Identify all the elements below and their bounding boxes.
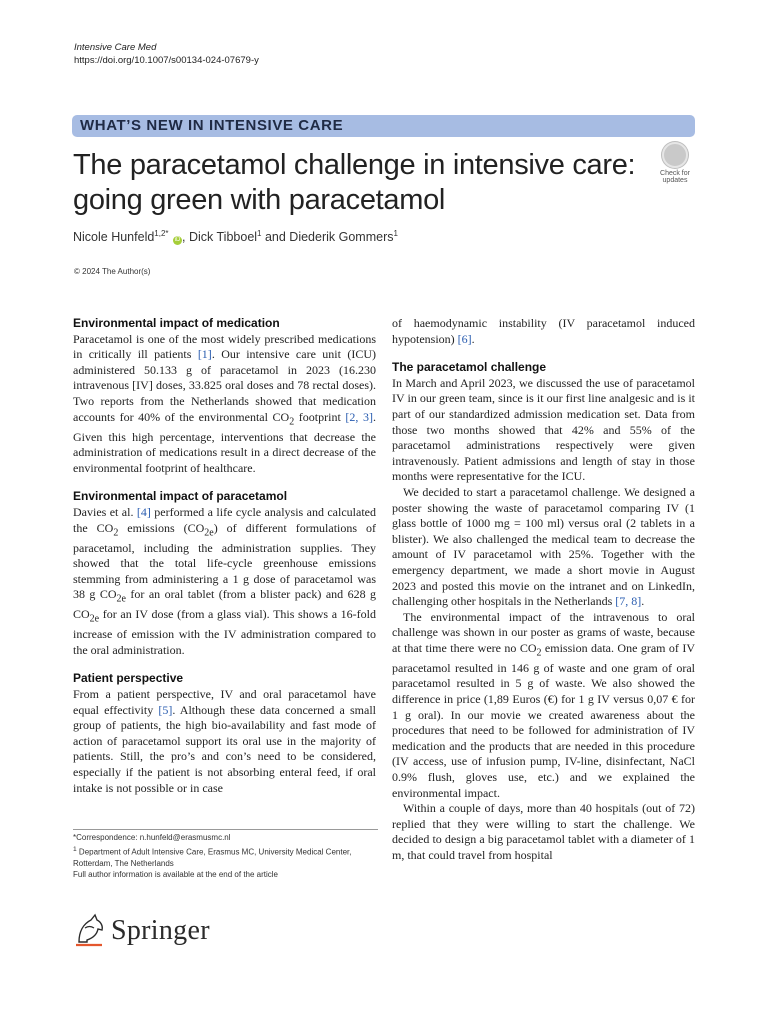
heading-paracetamol-challenge: The paracetamol challenge [392,360,547,375]
doi-link[interactable]: https://doi.org/10.1007/s00134-024-07679-y [74,55,259,66]
heading-env-paracetamol: Environmental impact of paracetamol [73,489,288,504]
citation-link[interactable]: [1] [197,347,212,362]
check-for-updates-badge[interactable]: Check for updates [655,142,695,182]
citation-link[interactable]: [4] [136,504,151,519]
springer-horse-icon [73,912,105,948]
heading-patient-perspective: Patient perspective [73,671,184,686]
correspondence: *Correspondence: n.hunfeld@erasmusmc.nl [73,833,231,842]
paragraph: From a patient perspective, IV and oral paracetamol have equal effectivity [5]. Although these data concerned a small group of patients, the high bio-availability and fast mode of action of paracetamol support its oral use in the majority of patients. Still, the pro’s and con’s need to be considered, especially if the patient is not absorbing enteral feed, if oral intake is not possible or in case [73,687,376,795]
citation-link[interactable]: [2, 3] [345,409,373,424]
article-title: The paracetamol challenge in intensive care: going green with paracetamol [73,149,636,216]
footnotes [73,829,378,881]
author-hunfeld[interactable]: Nicole Hunfeld [73,230,155,245]
citation-link[interactable]: [5] [158,702,173,717]
publisher-name: Springer [111,915,210,946]
paragraph: Within a couple of days, more than 40 hospitals (out of 72) replied that they were willing to start the challenge. We decided to design a big paracetamol tablet with a diameter of 1 m, that could travel from hospital [392,801,695,862]
orcid-icon[interactable]: iD [174,237,181,244]
paragraph: The environmental impact of the intravenous to oral challenge was shown in our poster as grams of waste, because at that time there were no $CO_2$ emission data. One gram of IV paracetamol resulted in 146 g of waste and one gram of oral paracetamol resulted in 5 g of waste. We also showed the difference in price (1,89 Euros (€) for 1 g IV versus 0,07 € for 1 g oral). In our movie we created awareness about the procedures that need to be followed for administration of IV medication and the products that are needed in this procedure (IV access, use of infusion pump, IV-line, disinfectant, NaCl 0.9% flush, gloves use, etc.) and we explained the environmental impact. [392,609,696,800]
paragraph: Davies et al. [4] performed a life cycle analysis and calculated the $CO_2$ emissions $(CO_{2e})$ of different formulations of paracetamol, including the administration supplies. They showed that the total life-cycle greenhouse emissions stemming from administering a 1 g dose of paracetamol was 38 g $CO_{2e}$ for an oral tablet (from a blister pack) and 628 g $CO_{2e}$ for an IV dose (from a glass vial). This shows a 16-fold increase of emission with the IV administration compared to the oral administration. [73,504,377,657]
full-author-info: Full author information is available at the end of the article [73,870,279,880]
banner-label: WHAT’S NEW IN INTENSIVE CARE [80,117,344,134]
journal-name: Intensive Care Med [74,42,157,53]
citation-link[interactable]: [6] [457,331,472,346]
paragraph: In March and April 2023, we discussed the use of paracetamol IV in our green team, since is it our first line analgesic and is it part of our standardized admission medication set. Data from those two months showed that 42% and 55% of the paracetamol administrations respectively were given intravenously. Patient admissions and length of stay in those months were representative for the ICU. [392,375,695,484]
journal-header [74,41,259,67]
section-banner [72,115,695,137]
copyright: © 2024 The Author(s) [74,267,151,276]
paragraph: Paracetamol is one of the most widely prescribed medications in critically ill patients [1]. Our intensive care unit (ICU) administered 50.133 g of paracetamol in 2023 (16.230 intravenous [IV] doses, 33.825 oral doses and 78 rectal doses). Two reports from the Netherlands showed that medication accounts for 40% of the environmental $CO_2$ footprint [2, 3]. Given this high percentage, interventions that decrease the administration of medications result in a direct decrease of the environmental footprint of healthcare. [73,331,376,475]
citation-link[interactable]: [7, 8] [615,594,642,609]
paragraph: of haemodynamic instability (IV paracetamol induced hypotension) [6]. [392,316,695,346]
author-list: Nicole Hunfeld$^{1,2*}$ iD , Dick Tibboel$^1$ and Diederik Gommers$^1$ [73,229,398,245]
author-gommers[interactable]: and Diederik Gommers [261,230,394,245]
right-column [392,316,695,864]
left-column [73,316,376,796]
check-updates-icon [662,142,688,168]
paragraph: We decided to start a paracetamol challenge. We designed a poster showing the waste of paracetamol comparing IV (1 glass bottle of 1000 mg = 100 ml) versus oral (2 tablets in a blister). We also challenged the medical team to decrease the amount of IV paracetamol with 25%. Together with the emergency department, we made a short movie in August 2023 and posted this movie on the intranet and on LinkedIn, challenging other hospitals in the Netherlands [7, 8]. [392,484,695,609]
affiliation: $^1$ Department of Adult Intensive Care, Erasmus MC, University Medical Center, Rotterdam, The Netherlands [73,845,352,868]
author-tibboel[interactable]: , Dick Tibboel [182,230,258,245]
heading-env-medication: Environmental impact of medication [73,316,280,330]
